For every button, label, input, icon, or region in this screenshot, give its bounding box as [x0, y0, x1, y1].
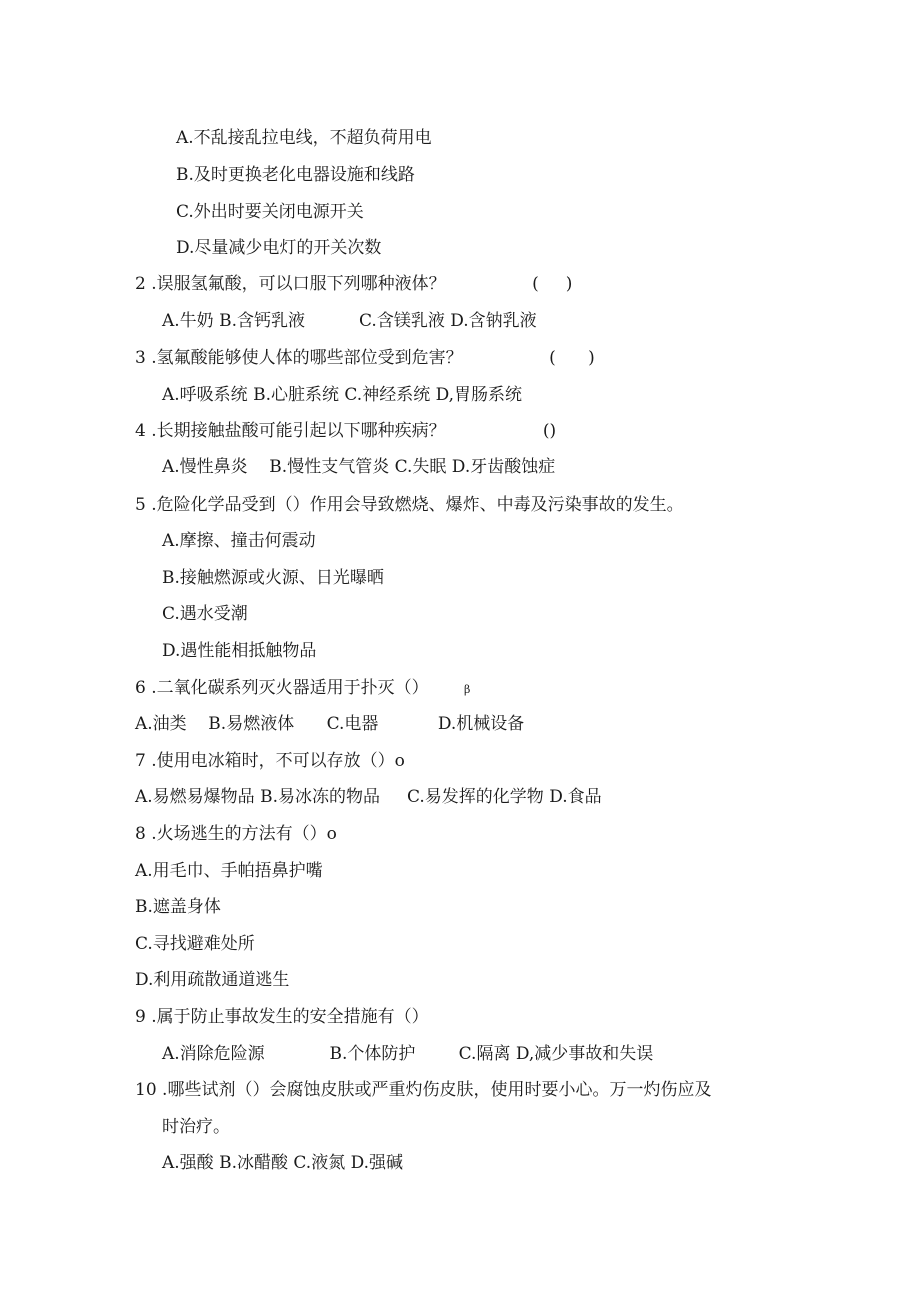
option-line: D.利用疏散通道逃生	[135, 970, 290, 990]
option-line: B.及时更换老化电器设施和线路	[176, 165, 415, 185]
options-2: A.牛奶 B.含钙乳液 C.含镁乳液 D.含钠乳液	[162, 311, 537, 331]
option-line: B.遮盖身体	[135, 897, 221, 917]
options-6: A.油类 B.易燃液体 C.电器 D.机械设备	[135, 714, 525, 734]
option-line: C.寻找避难处所	[135, 934, 255, 954]
question-9: 9 .属于防止事故发生的安全措施有（）	[135, 1007, 429, 1027]
question-8: 8 .火场逃生的方法有（）o	[135, 824, 337, 844]
option-line: A.用毛巾、手帕捂鼻护嘴	[135, 861, 323, 881]
option-line: A.不乱接乱拉电线，不超负荷用电	[176, 128, 432, 148]
option-line: C.外出时要关闭电源开关	[176, 202, 364, 222]
option-line: B.接触燃源或火源、日光曝晒	[162, 568, 384, 588]
question-6: 6 .二氧化碳系列灭火器适用于扑灭（）	[135, 678, 429, 698]
question-10: 10 .哪些试剂（）会腐蚀皮肤或严重灼伤皮肤，使用时要小心。万一灼伤应及	[135, 1080, 712, 1100]
options-4: A.慢性鼻炎 B.慢性支气管炎 C.失眠 D.牙齿酸蚀症	[162, 457, 556, 477]
question-2: 2 .误服氢氟酸，可以口服下列哪种液体？ ( )	[135, 274, 573, 294]
question-7: 7 .使用电冰箱时，不可以存放（）o	[135, 751, 405, 771]
option-line: A.摩擦、撞击何震动	[162, 531, 316, 551]
question-3: 3 .氢氟酸能够使人体的哪些部位受到危害？ ( )	[135, 348, 595, 368]
option-line: D.遇性能相抵触物品	[162, 641, 317, 661]
question-4: 4 .长期接触盐酸可能引起以下哪种疾病？ ()	[135, 421, 557, 441]
options-9: A.消除危险源 B.个体防护 C.隔离 D,减少事故和失误	[162, 1044, 654, 1064]
stray-mark: β	[464, 683, 471, 696]
option-line: C.遇水受潮	[162, 604, 248, 624]
question-5: 5 .危险化学品受到（）作用会导致燃烧、爆炸、中毒及污染事故的发生。	[135, 495, 684, 515]
options-10: A.强酸 B.冰醋酸 C.液氮 D.强碱	[162, 1153, 404, 1173]
options-3: A.呼吸系统 B.心脏系统 C.神经系统 D,胃肠系统	[162, 385, 523, 405]
option-line: D.尽量减少电灯的开关次数	[176, 238, 382, 258]
question-10-continued: 时治疗。	[162, 1117, 230, 1137]
options-7: A.易燃易爆物品 B.易冰冻的物品 C.易发挥的化学物 D.食品	[135, 787, 602, 807]
